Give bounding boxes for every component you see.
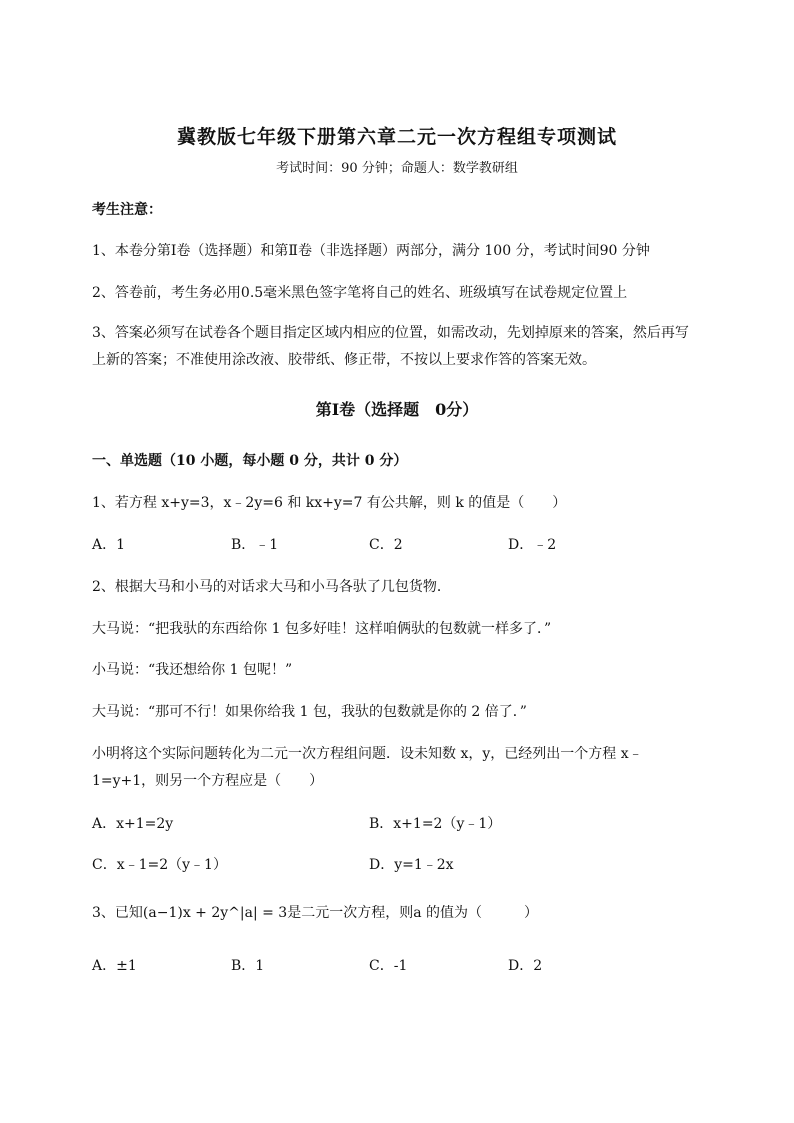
page-title: 冀教版七年级下册第六章二元一次方程组专项测试 xyxy=(176,126,617,148)
question-2-dialogue-2: 小马说：“我还想给你 1 包呢！” xyxy=(92,662,293,678)
question-1-option-c[interactable]: C．2 xyxy=(369,537,403,553)
question-2-option-b[interactable]: B．x+1=2（y﹣1） xyxy=(369,816,502,832)
question-1-option-a[interactable]: A．1 xyxy=(92,537,126,553)
page-subtitle: 考试时间：90 分钟；命题人：数学教研组 xyxy=(276,161,518,176)
question-2-option-c[interactable]: C．x﹣1=2（y﹣1） xyxy=(92,857,227,873)
question-2-dialogue-1: 大马说：“把我驮的东西给你 1 包多好哇！这样咱俩驮的包数就一样多了．” xyxy=(92,621,552,637)
question-3-option-c[interactable]: C．-1 xyxy=(369,958,408,974)
question-1-option-b[interactable]: B．﹣1 xyxy=(231,537,279,553)
question-2-stem: 小明将这个实际问题转化为二元一次方程组问题．设未知数 x，y，已经列出一个方程 x﹣1=y+1，则另一个方程应是（ ） xyxy=(92,746,643,789)
part-heading: 一、单选题（10 小题，每小题 0 分，共计 0 分） xyxy=(92,453,408,469)
notice-item-3: 3、答案必须写在试卷各个题目指定区域内相应的位置，如需改动，先划掉原来的答案，然后再写上新的答案；不准使用涂改液、胶带纸、修正带，不按以上要求作答的答案无效。 xyxy=(92,325,689,368)
notice-heading: 考生注意： xyxy=(92,202,162,218)
question-2-dialogue-3: 大马说：“那可不行！如果你给我 1 包，我驮的包数就是你的 2 倍了．” xyxy=(92,704,527,720)
question-1-stem: 1、若方程 x+y=3，x﹣2y=6 和 kx+y=7 有公共解，则 k 的值是（ ） xyxy=(92,495,567,511)
notice-item-1: 1、本卷分第Ⅰ卷（选择题）和第Ⅱ卷（非选择题）两部分，满分 100 分，考试时间90 分钟 xyxy=(92,243,650,259)
question-2-intro: 2、根据大马和小马的对话求大马和小马各驮了几包货物． xyxy=(92,579,451,595)
notice-item-2: 2、答卷前，考生务必用0.5毫米黑色签字笔将自己的姓名、班级填写在试卷规定位置上 xyxy=(92,285,628,301)
question-2-option-a[interactable]: A．x+1=2y xyxy=(92,816,174,832)
question-3-option-b[interactable]: B．1 xyxy=(231,958,265,974)
question-3-stem: 3、已知(a−1)x + 2y^|a| = 3是二元一次方程，则a 的值为（ ） xyxy=(92,905,539,921)
question-1-option-d[interactable]: D．﹣2 xyxy=(508,537,557,553)
question-3-option-d[interactable]: D．2 xyxy=(508,958,543,974)
question-3-option-a[interactable]: A．±1 xyxy=(92,958,137,974)
question-2-option-d[interactable]: D．y=1﹣2x xyxy=(369,857,454,873)
section-title: 第Ⅰ卷（选择题 0分） xyxy=(315,400,479,419)
